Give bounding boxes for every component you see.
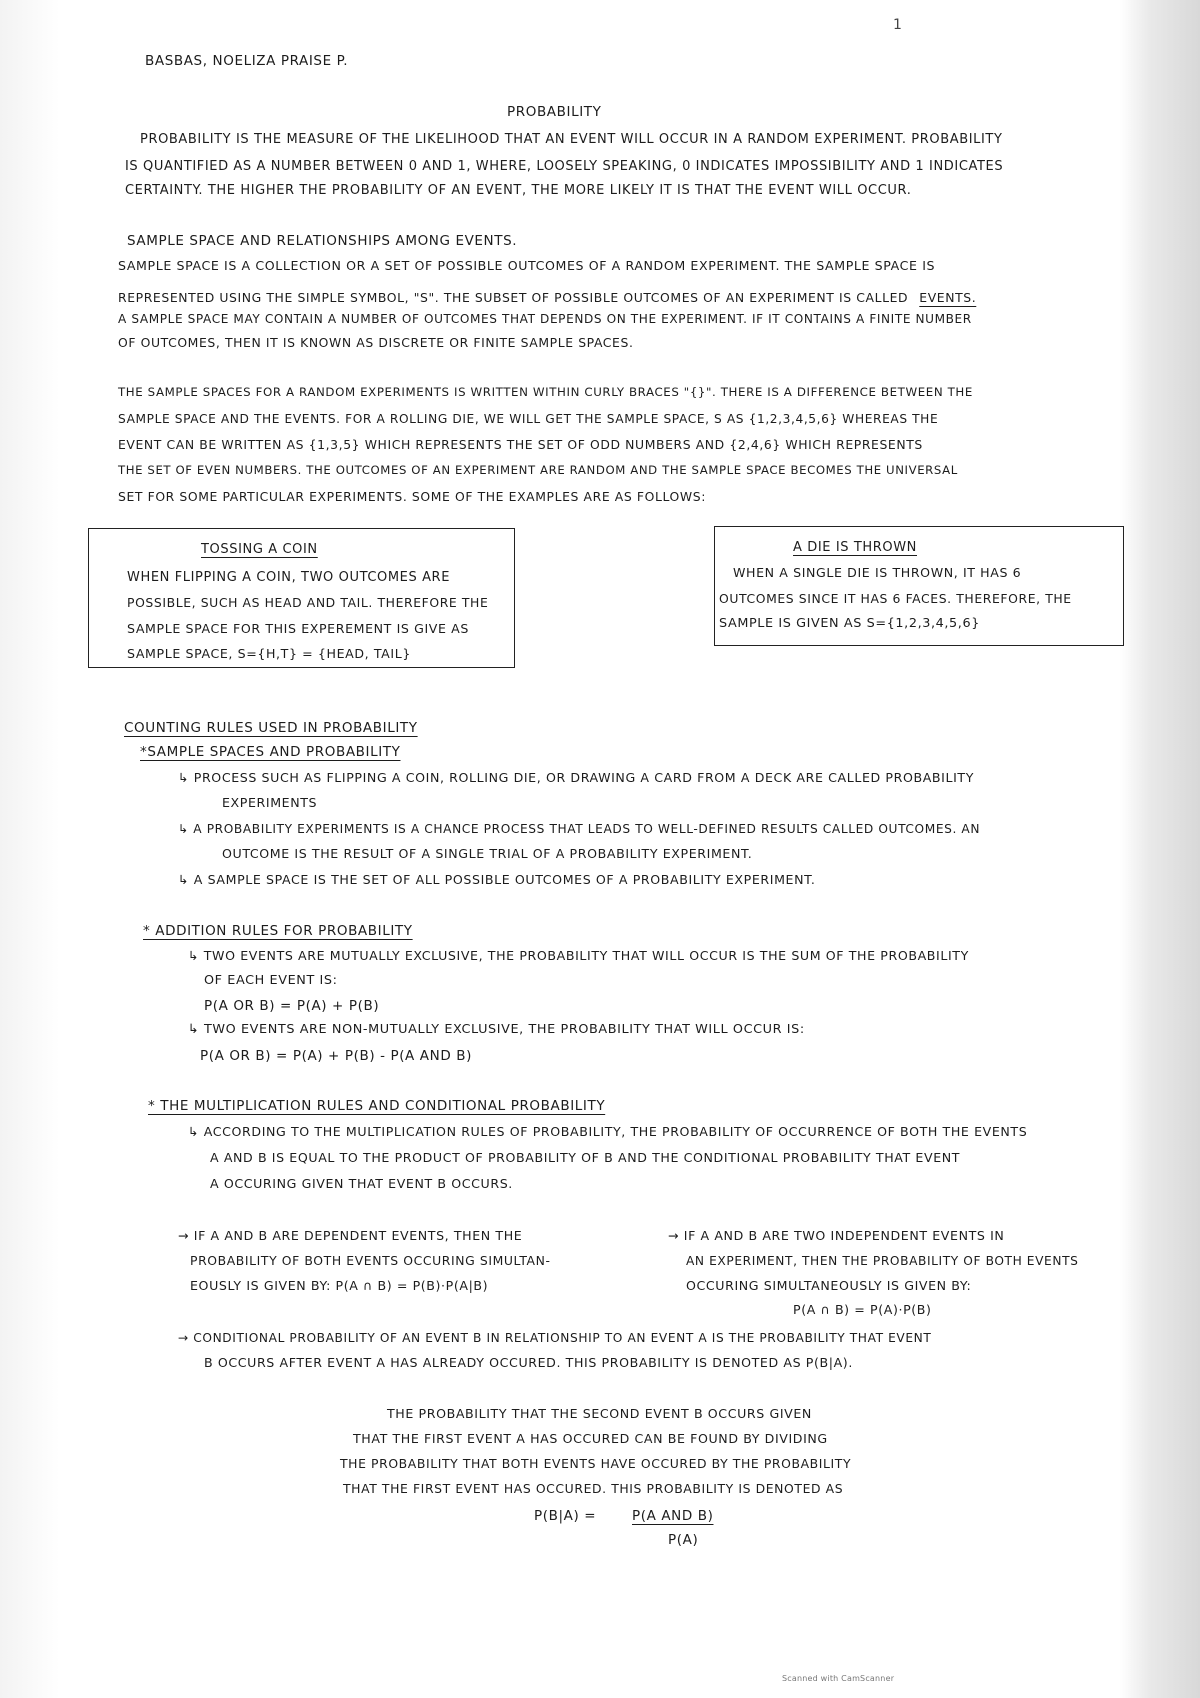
- coin-box-title: TOSSING A COIN: [201, 542, 318, 557]
- sample-space-line-4: OF OUTCOMES, THEN IT IS KNOWN AS DISCRETE OR FINITE SAMPLE SPACES.: [118, 335, 634, 350]
- addition-formula-2: P(A OR B) = P(A) + P(B) - P(A AND B): [200, 1048, 472, 1064]
- die-box-line-2: OUTCOMES SINCE IT HAS 6 FACES. THEREFORE, THE: [719, 591, 1072, 606]
- counting-bullet-1-cont: EXPERIMENTS: [222, 795, 318, 810]
- section-heading-multiplication: * THE MULTIPLICATION RULES AND CONDITIONAL PROBABILITY: [148, 1098, 606, 1114]
- independent-formula: P(A ∩ B) = P(A)·P(B): [793, 1302, 932, 1317]
- scanner-watermark: Scanned with CamScanner: [782, 1674, 895, 1683]
- independent-line-1: → IF A AND B ARE TWO INDEPENDENT EVENTS IN: [668, 1228, 1005, 1243]
- conditional-line-2: B OCCURS AFTER EVENT A HAS ALREADY OCCURED. THIS PROBABILITY IS DENOTED AS P(B|A).: [204, 1355, 853, 1370]
- section-heading-sample-space: SAMPLE SPACE AND RELATIONSHIPS AMONG EVENTS.: [127, 233, 518, 249]
- sample-space-line-2-text: REPRESENTED USING THE SIMPLE SYMBOL, "S". THE SUBSET OF POSSIBLE OUTCOMES OF AN EXPERIMENT IS CALLED: [118, 290, 909, 305]
- addition-line-3: ↳ TWO EVENTS ARE NON-MUTUALLY EXCLUSIVE, THE PROBABILITY THAT WILL OCCUR IS:: [188, 1022, 805, 1037]
- counting-bullet-2-cont: OUTCOME IS THE RESULT OF A SINGLE TRIAL OF A PROBABILITY EXPERIMENT.: [222, 846, 753, 861]
- coin-box-line-1: WHEN FLIPPING A COIN, TWO OUTCOMES ARE: [127, 570, 451, 585]
- centered-line-4: THAT THE FIRST EVENT HAS OCCURED. THIS PROBABILITY IS DENOTED AS: [343, 1481, 844, 1496]
- die-box-title: A DIE IS THROWN: [793, 540, 917, 555]
- centered-line-1: THE PROBABILITY THAT THE SECOND EVENT B OCCURS GIVEN: [387, 1406, 812, 1421]
- addition-line-2: OF EACH EVENT IS:: [204, 973, 338, 988]
- sample-space-line-2: [118, 287, 976, 306]
- page-corner-mark: 1: [893, 17, 903, 33]
- independent-line-2: AN EXPERIMENT, THEN THE PROBABILITY OF BOTH EVENTS: [686, 1254, 1079, 1268]
- addition-line-1: ↳ TWO EVENTS ARE MUTUALLY EXCLUSIVE, THE PROBABILITY THAT WILL OCCUR IS THE SUM OF THE PROBABILITY: [188, 948, 969, 963]
- coin-box-line-3: SAMPLE SPACE FOR THIS EXPEREMENT IS GIVE AS: [127, 621, 469, 636]
- intro-line-2: IS QUANTIFIED AS A NUMBER BETWEEN 0 AND 1, WHERE, LOOSELY SPEAKING, 0 INDICATES IMPOSSIBILITY AND 1 INDICATES: [125, 159, 1004, 174]
- formula-lhs: P(B|A) =: [534, 1508, 597, 1524]
- multiplication-intro-3: A OCCURING GIVEN THAT EVENT B OCCURS.: [210, 1176, 513, 1191]
- formula-numerator: P(A AND B): [632, 1508, 714, 1524]
- centered-line-2: THAT THE FIRST EVENT A HAS OCCURED CAN BE FOUND BY DIVIDING: [353, 1431, 828, 1446]
- counting-bullet-3: ↳ A SAMPLE SPACE IS THE SET OF ALL POSSIBLE OUTCOMES OF A PROBABILITY EXPERIMENT.: [178, 872, 816, 887]
- centered-line-3: THE PROBABILITY THAT BOTH EVENTS HAVE OCCURED BY THE PROBABILITY: [340, 1456, 852, 1471]
- sample-space-para2-line-2: SAMPLE SPACE AND THE EVENTS. FOR A ROLLING DIE, WE WILL GET THE SAMPLE SPACE, S AS {1,2,3,4,5,6} WHEREAS THE: [118, 412, 939, 426]
- die-box-line-1: WHEN A SINGLE DIE IS THROWN, IT HAS 6: [733, 565, 1022, 580]
- sample-space-para2-line-4: THE SET OF EVEN NUMBERS. THE OUTCOMES OF AN EXPERIMENT ARE RANDOM AND THE SAMPLE SPACE BECOMES THE UNIVERSAL: [118, 463, 958, 477]
- formula-denominator: P(A): [668, 1532, 699, 1548]
- example-box-coin: [88, 528, 515, 668]
- multiplication-intro-2: A AND B IS EQUAL TO THE PRODUCT OF PROBABILITY OF B AND THE CONDITIONAL PROBABILITY THAT EVENT: [210, 1150, 961, 1165]
- counting-bullet-1: ↳ PROCESS SUCH AS FLIPPING A COIN, ROLLING DIE, OR DRAWING A CARD FROM A DECK ARE CALLED PROBABILITY: [178, 770, 975, 785]
- counting-bullet-2: ↳ A PROBABILITY EXPERIMENTS IS A CHANCE PROCESS THAT LEADS TO WELL-DEFINED RESULTS CALLED OUTCOMES. AN: [178, 822, 981, 836]
- coin-box-line-2: POSSIBLE, SUCH AS HEAD AND TAIL. THEREFORE THE: [127, 595, 489, 610]
- dependent-line-1: → IF A AND B ARE DEPENDENT EVENTS, THEN THE: [178, 1228, 523, 1243]
- independent-line-3: OCCURING SIMULTANEOUSLY IS GIVEN BY:: [686, 1278, 972, 1293]
- sample-space-para2-line-1: THE SAMPLE SPACES FOR A RANDOM EXPERIMENTS IS WRITTEN WITHIN CURLY BRACES "{}". THERE IS A DIFFERENCE BETWEEN THE: [118, 385, 973, 399]
- addition-formula-1: P(A OR B) = P(A) + P(B): [204, 998, 380, 1014]
- sample-space-line-3: A SAMPLE SPACE MAY CONTAIN A NUMBER OF OUTCOMES THAT DEPENDS ON THE EXPERIMENT. IF IT CONTAINS A FINITE NUMBER: [118, 312, 972, 326]
- dependent-line-2: PROBABILITY OF BOTH EVENTS OCCURING SIMULTAN-: [190, 1253, 551, 1268]
- section-heading-addition: * ADDITION RULES FOR PROBABILITY: [143, 923, 413, 939]
- sample-space-para2-line-5: SET FOR SOME PARTICULAR EXPERIMENTS. SOME OF THE EXAMPLES ARE AS FOLLOWS:: [118, 489, 706, 504]
- dependent-line-3: EOUSLY IS GIVEN BY: P(A ∩ B) = P(B)·P(A|B): [190, 1278, 489, 1293]
- intro-line-1: PROBABILITY IS THE MEASURE OF THE LIKELIHOOD THAT AN EVENT WILL OCCUR IN A RANDOM EXPERIMENT. PROBABILITY: [140, 132, 1003, 147]
- die-box-line-3: SAMPLE IS GIVEN AS S={1,2,3,4,5,6}: [719, 616, 980, 631]
- multiplication-intro-1: ↳ ACCORDING TO THE MULTIPLICATION RULES OF PROBABILITY, THE PROBABILITY OF OCCURRENCE OF BOTH THE EVENTS: [188, 1124, 1028, 1139]
- section-heading-counting: COUNTING RULES USED IN PROBABILITY: [124, 720, 418, 736]
- page-title: PROBABILITY: [507, 104, 602, 120]
- subheading-sample-spaces: *SAMPLE SPACES AND PROBABILITY: [140, 744, 401, 760]
- conditional-line-1: → CONDITIONAL PROBABILITY OF AN EVENT B IN RELATIONSHIP TO AN EVENT A IS THE PROBABILITY THAT EVENT: [178, 1331, 932, 1345]
- sample-space-line-1: SAMPLE SPACE IS A COLLECTION OR A SET OF POSSIBLE OUTCOMES OF A RANDOM EXPERIMENT. THE SAMPLE SPACE IS: [118, 258, 936, 273]
- events-word: EVENTS.: [919, 290, 977, 305]
- coin-box-line-4: SAMPLE SPACE, S={H,T} = {HEAD, TAIL}: [127, 646, 411, 661]
- sample-space-para2-line-3: EVENT CAN BE WRITTEN AS {1,3,5} WHICH REPRESENTS THE SET OF ODD NUMBERS AND {2,4,6} WHICH REPRESENTS: [118, 437, 923, 452]
- example-box-die: [714, 526, 1124, 646]
- intro-line-3: CERTAINTY. THE HIGHER THE PROBABILITY OF AN EVENT, THE MORE LIKELY IT IS THAT THE EVENT WILL OCCUR.: [125, 183, 912, 198]
- author-name: BASBAS, NOELIZA PRAISE P.: [145, 53, 349, 69]
